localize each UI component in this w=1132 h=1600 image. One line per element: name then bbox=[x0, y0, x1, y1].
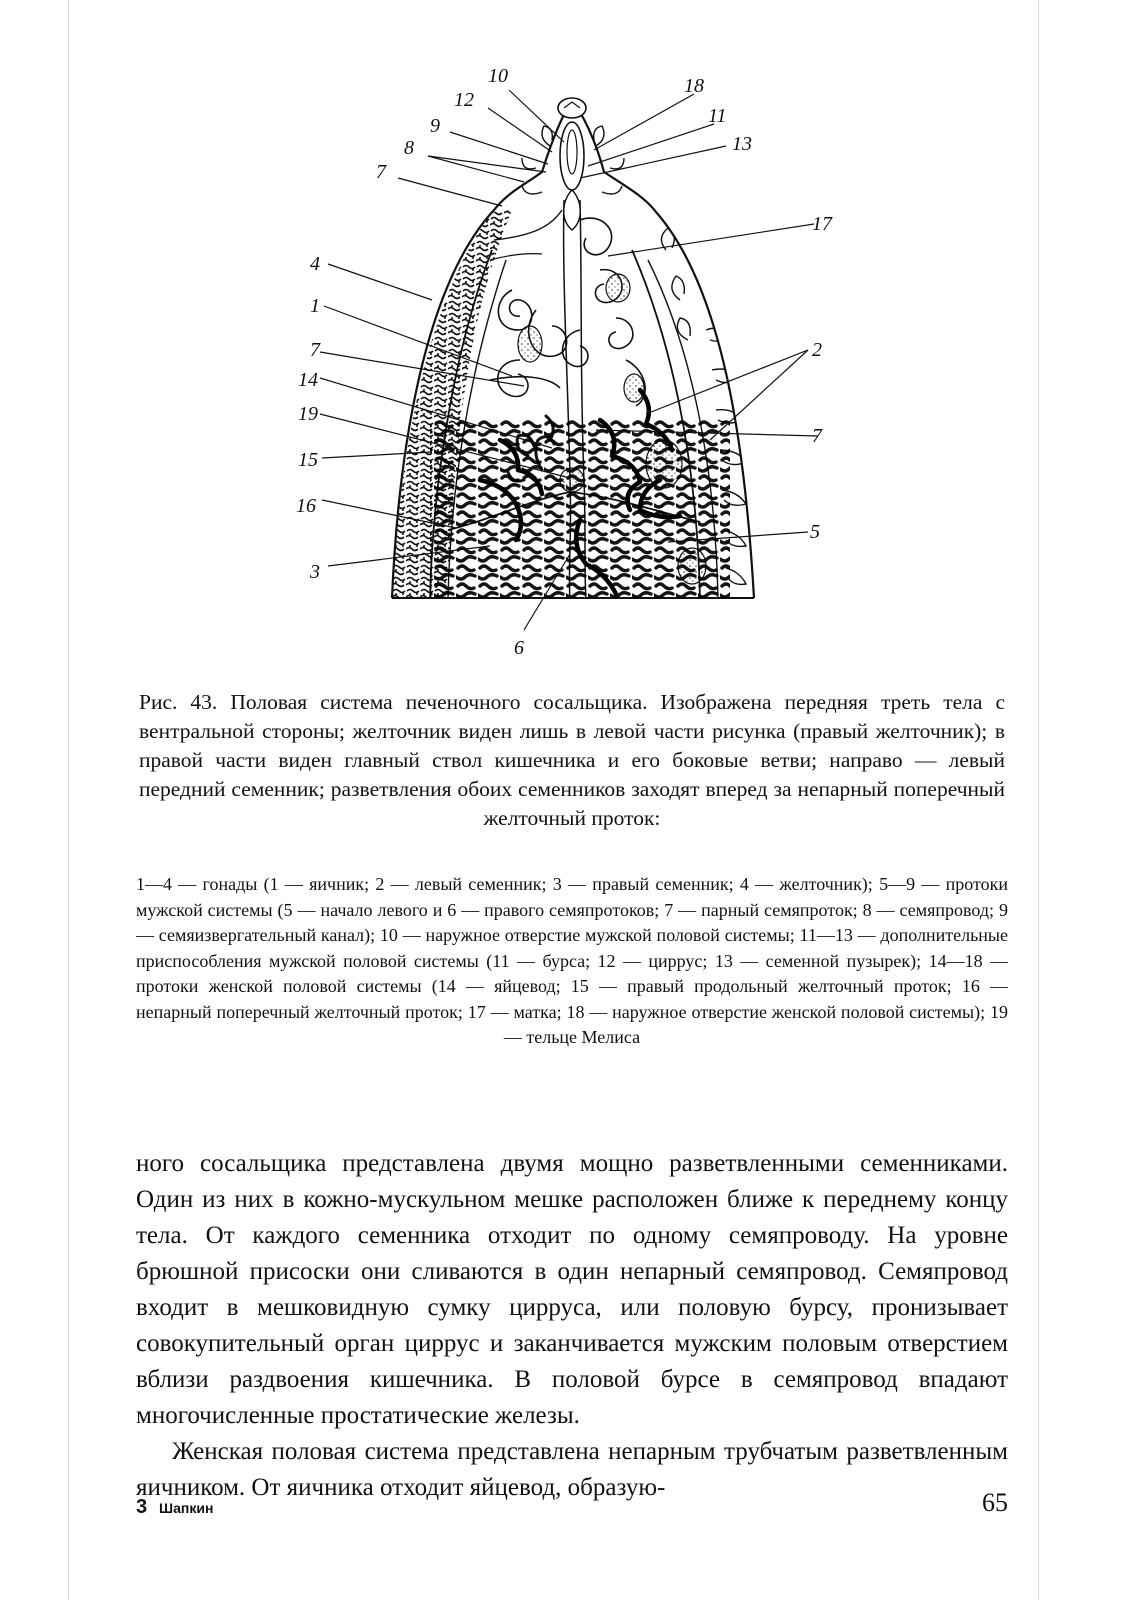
figure-label-13: 13 bbox=[732, 133, 752, 155]
body-text bbox=[136, 1146, 1008, 1506]
figure-label-5: 5 bbox=[810, 521, 820, 543]
figure-label-8: 8 bbox=[404, 137, 414, 159]
page-number: 65 bbox=[982, 1488, 1008, 1517]
figure-label-11: 11 bbox=[708, 105, 727, 127]
figure-label-9: 9 bbox=[430, 115, 440, 137]
liver-fluke-reproductive-system-drawing bbox=[280, 60, 860, 680]
figure-label-14: 14 bbox=[298, 369, 318, 391]
signature-text: Шапкин bbox=[159, 1500, 214, 1516]
figure-label-10: 10 bbox=[488, 65, 508, 87]
figure-label-18: 18 bbox=[684, 75, 704, 97]
figure-label-16: 16 bbox=[296, 495, 316, 517]
body-paragraph-1: ного сосальщика представлена двумя мощно разветвленными семенниками. Один из них в кожно-мускульном мешке расположен ближе к переднему концу тела. От каждого семенника отходит по одному семяпроводу. На уровне брюшной присоски они сливаются в один непарный семяпровод. Семяпровод входит в мешковидную сумку цирруса, или половую бурсу, пронизывает совокупительный орган циррус и заканчивается мужским половым отверстием вблизи раздвоения кишечника. В половой бурсе в семяпровод впадают многочисленные простатические железы. bbox=[136, 1150, 1008, 1429]
page-footer bbox=[136, 1488, 1008, 1528]
figure-label-1: 1 bbox=[310, 295, 320, 317]
body-paragraph-2: Женская половая система представлена непарным трубчатым разветвленным яичником. От яичника отходит яйцевод, образую- bbox=[136, 1438, 1008, 1501]
printer-signature bbox=[136, 1496, 213, 1519]
figure-label-12: 12 bbox=[454, 89, 474, 111]
page-edge-left bbox=[68, 0, 69, 1600]
signature-number: 3 bbox=[136, 1496, 148, 1518]
figure-43 bbox=[280, 60, 860, 680]
figure-label-15: 15 bbox=[298, 449, 318, 471]
page-edge-right bbox=[1038, 0, 1039, 1600]
figure-caption: Рис. 43. Половая система печеночного сосальщика. Изображена передняя треть тела с вентральной стороны; желточник виден лишь в левой части рисунка (правый желточник); в правой части виден главный ствол кишечника и его боковые ветви; направо — левый передний семенник; разветвления обоих семенников заходят вперед за непарный поперечный желточный проток: bbox=[139, 690, 1005, 830]
figure-label-4: 4 bbox=[310, 253, 320, 275]
figure-label-6: 6 bbox=[514, 637, 524, 659]
figure-label-3: 3 bbox=[310, 561, 320, 583]
figure-label-17: 17 bbox=[812, 213, 832, 235]
figure-label-7-top: 7 bbox=[376, 161, 386, 183]
figure-label-7-left: 7 bbox=[310, 339, 320, 361]
figure-label-2: 2 bbox=[812, 339, 822, 361]
figure-label-19: 19 bbox=[298, 403, 318, 425]
figure-label-7-right: 7 bbox=[812, 425, 822, 447]
figure-legend: 1—4 — гонады (1 — яичник; 2 — левый семенник; 3 — правый семенник; 4 — желточник); 5—9 — протоки мужской системы (5 — начало левого и 6 — правого семяпротоков; 7 — парный семяпроток; 8 — семяпровод; 9 — семяизвергательный канал); 10 — наружное отверстие мужской половой системы; 11—13 — дополнительные приспособления мужской половой системы (11 — бурса; 12 — циррус; 13 — семенной пузырек); 14—18 — протоки женской половой системы (14 — яйцевод; 15 — правый продольный желточный проток; 16 — непарный поперечный желточный проток; 17 — матка; 18 — наружное отверстие женской половой системы); 19 — тельце Мелиса bbox=[136, 874, 1008, 1047]
